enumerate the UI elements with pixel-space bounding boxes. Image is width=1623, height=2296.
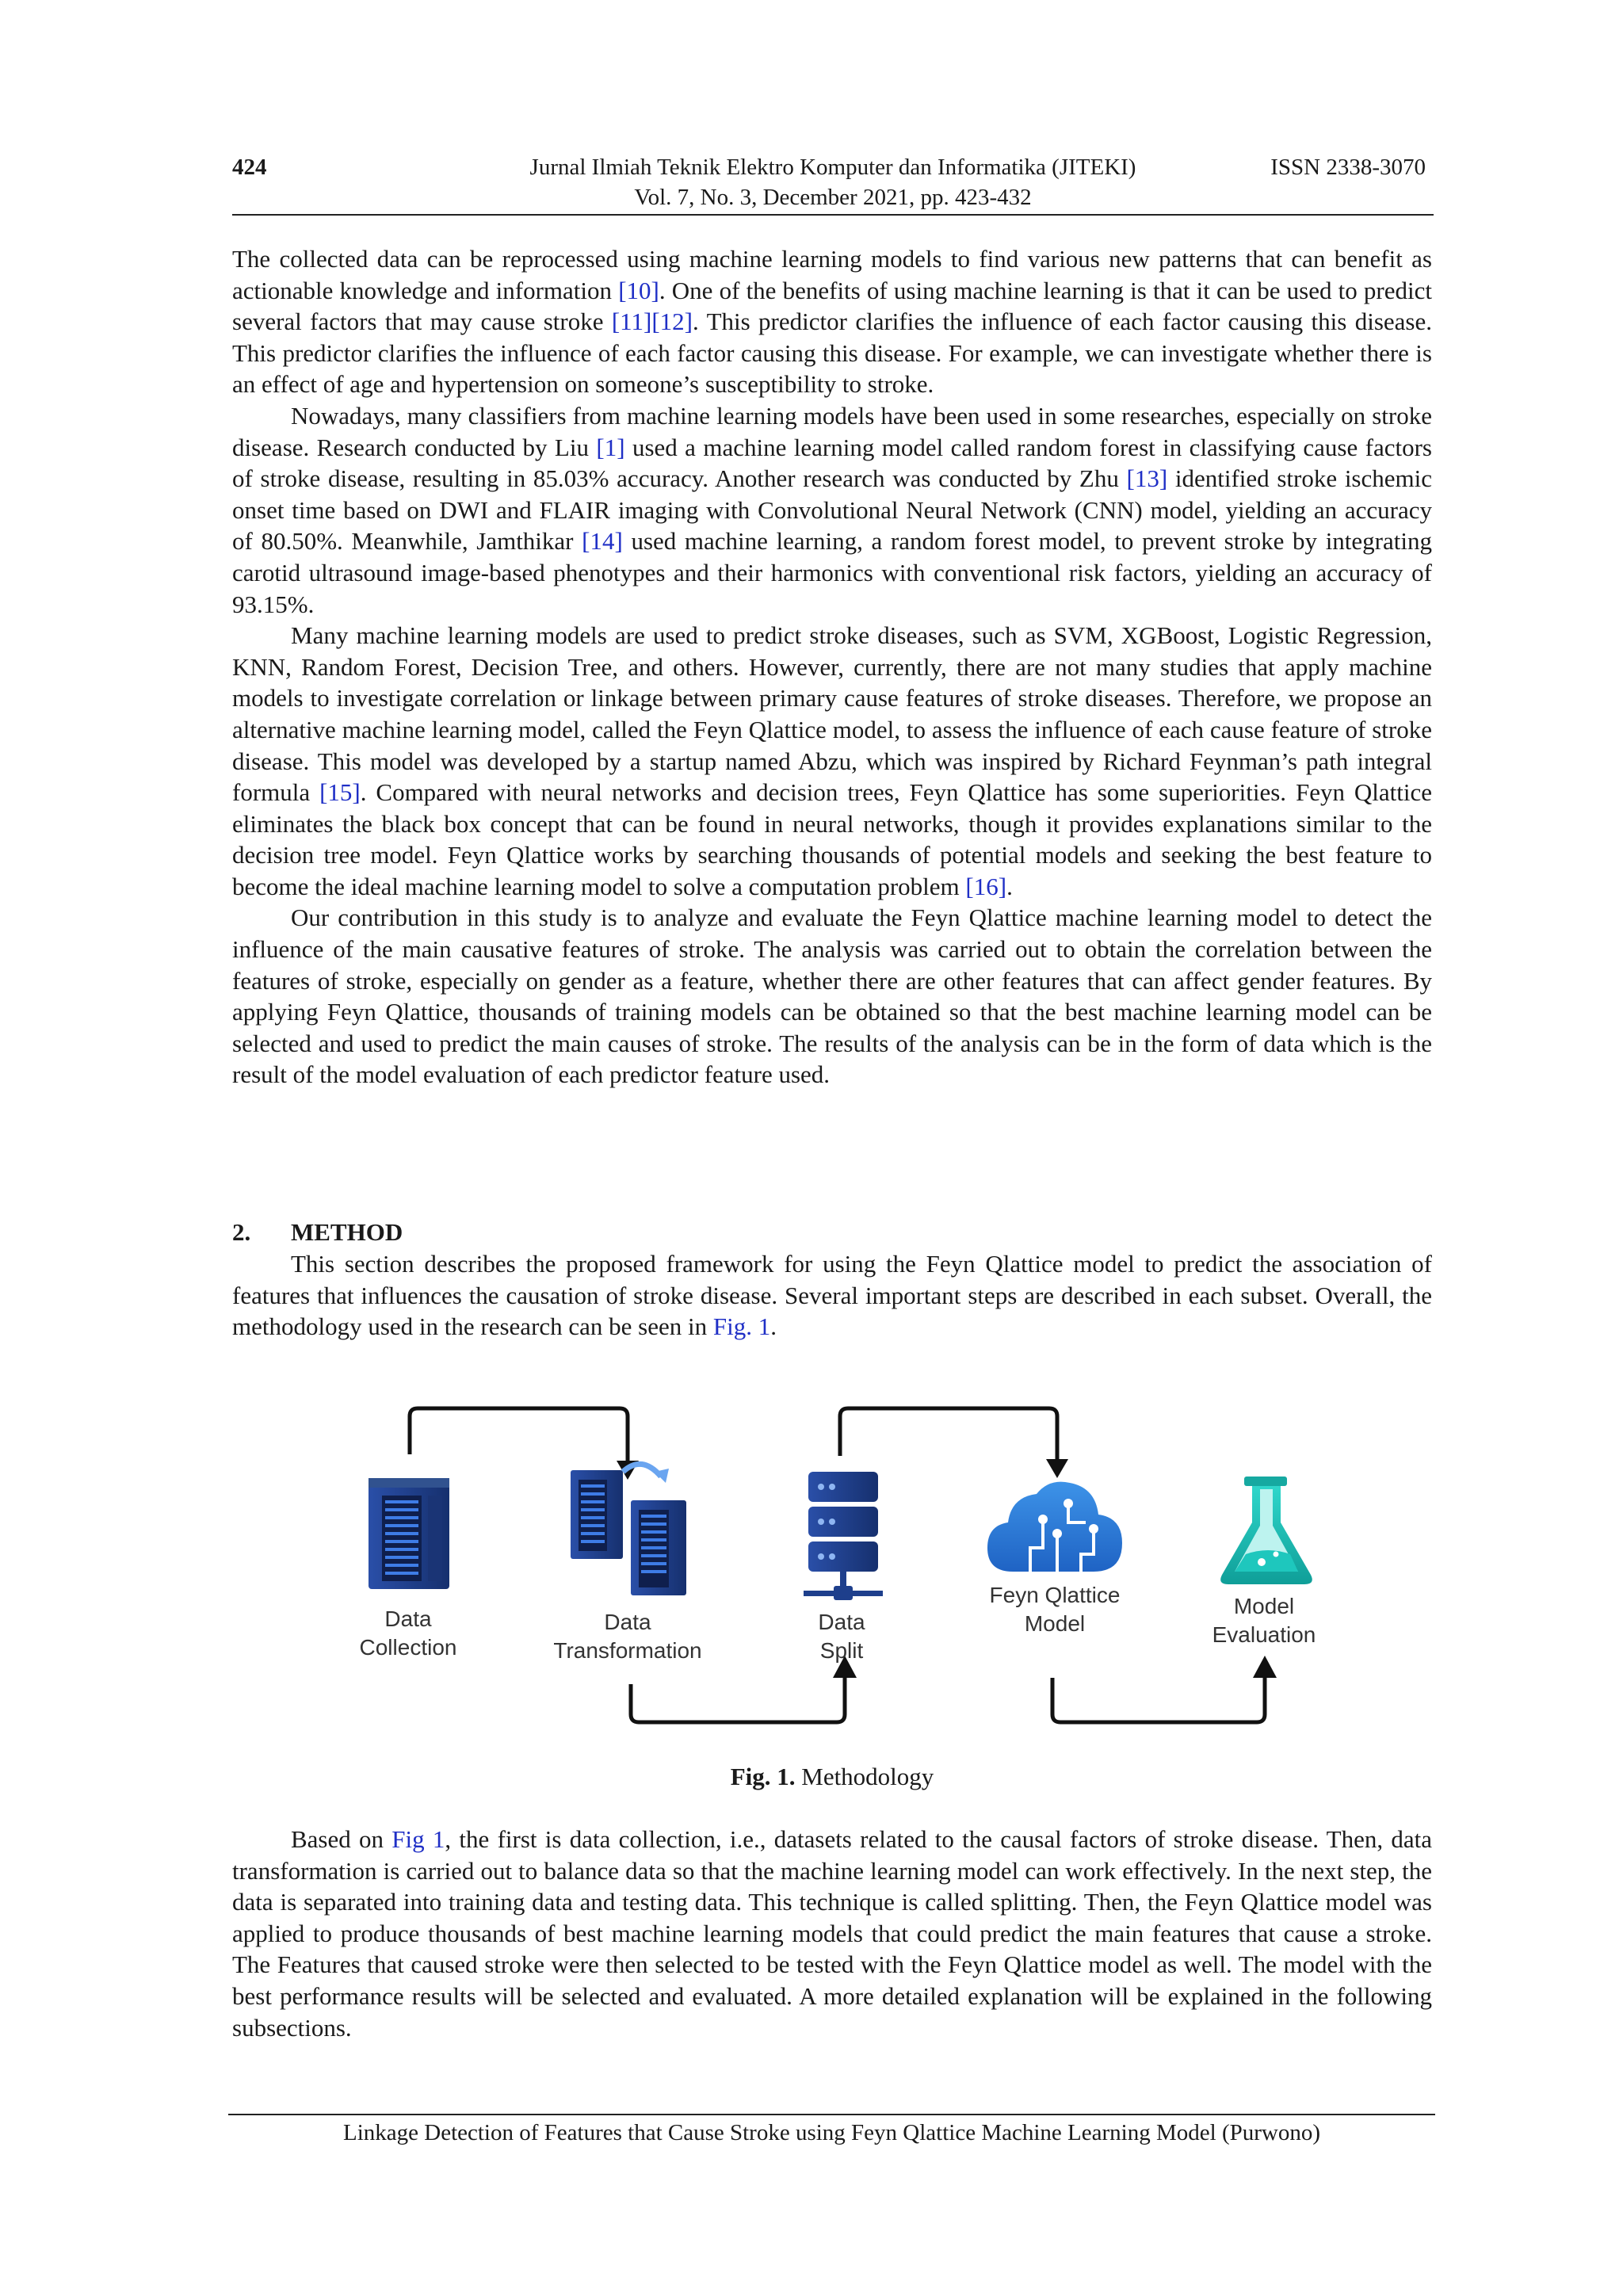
paragraph-1 — [232, 243, 1432, 400]
text-run: identified stroke ischemic onset time based on DWI and FLAIR imaging with Convolutional Neural Network (CNN) model, yielding an accuracy of 80.50%. Meanwhile, Jamthikar — [232, 464, 1432, 556]
text-run: Many machine learning models are used to predict stroke diseases, such as SVM, XGBoost, Logistic Regression, KNN, Random Forest, Decision Tree, and others. However, currently, there are not many studies that apply machine models to investigate correlation or linkage between primary cause features of stroke diseases. Therefore, we propose an alternative machine learning model, called the Feyn Qlattice model, to assess the influence of each cause feature of stroke disease. This model was developed by a startup named Abzu, which was inspired by Richard Feynman’s path integral formula — [232, 621, 1432, 807]
text-run: . — [770, 1312, 777, 1341]
label-feyn-qlattice-model — [960, 1581, 1150, 1638]
citation-link[interactable]: [11][12] — [611, 308, 693, 336]
text-run: . — [1006, 872, 1013, 900]
page-number: 424 — [232, 155, 267, 180]
figure-caption — [232, 1761, 1432, 1793]
data-split-server-icon — [804, 1472, 883, 1600]
text-run: . Compared with neural networks and decision trees, Feyn Qlattice has some superiorities. Feyn Qlattice eliminates the black box concept that can be found in neural networks, though it provides explanations similar to the decision tree model. Feyn Qlattice works by searching thousands of potential models and seeking the best feature to become the ideal machine learning model to solve a computation problem — [232, 778, 1432, 900]
body-text — [232, 243, 1432, 1091]
server-rack-icon — [369, 1478, 449, 1589]
text-run: used a machine learning model called random forest in classifying cause factors of stroke disease, resulting in 85.03% accuracy. Another research was conducted by Zhu — [232, 433, 1432, 493]
label-line: Model — [1024, 1611, 1086, 1636]
section-number: 2. — [232, 1218, 251, 1246]
label-line: Split — [819, 1638, 864, 1663]
journal-volume: Vol. 7, No. 3, December 2021, pp. 423-432 — [634, 185, 1032, 210]
model-evaluation-flask-icon — [1220, 1477, 1312, 1584]
text-run: The collected data can be reprocessed using machine learning models to find various new patterns that can benefit as actionable knowledge and information — [232, 245, 1432, 304]
citation-link[interactable]: [10] — [618, 276, 659, 304]
label-line: Feyn Qlattice — [989, 1583, 1121, 1607]
label-data-split — [747, 1608, 937, 1665]
citation-link[interactable]: [1] — [596, 433, 625, 461]
flow-arrow-split-to-feyn — [840, 1408, 1068, 1478]
text-run: Nowadays, many classifiers from machine learning models have been used in some researches, especially on stroke disease. Research conducted by Liu — [232, 401, 1432, 461]
text-run: , the first is data collection, i.e., datasets related to the causal factors of stroke disease. Then, data transformation is carried out to balance data so that the machine learning model can work effectively. In the next step, the data is separated into training data and testing data. This technique is called splitting. Then, the Feyn Qlattice model was applied to produce thousands of best machine learning models that could predict the main features that cause a stroke. The Features that caused stroke were then selected to be tested with the Feyn Qlattice model as well. The model with the best performance results will be selected and evaluated. A more detailed explanation will be explained in the following subsections. — [232, 1825, 1432, 2042]
caption-text: Methodology — [795, 1763, 934, 1790]
label-line: Data — [384, 1606, 432, 1631]
citation-link[interactable]: [13] — [1126, 464, 1168, 493]
caption-label: Fig. 1. — [730, 1763, 796, 1790]
text-run: . This predictor clarifies the influence of each factor causing this disease. This predictor clarifies the influence of each factor causing this disease. For example, we can investigate whether there is an effect of age and hypertension on someone’s susceptibility to stroke. — [232, 308, 1432, 399]
section-title: METHOD — [291, 1218, 403, 1246]
paragraph-2 — [232, 400, 1432, 620]
text-run: used machine learning, a random forest model, to prevent stroke by integrating carotid ultrasound image-based phenotypes and their harmonics with conventional risk factors, yielding an accuracy of 93.15%. — [232, 527, 1432, 618]
methodology-figure — [333, 1367, 1316, 1740]
label-line: Data — [604, 1610, 651, 1634]
label-model-evaluation — [1169, 1592, 1359, 1649]
section-intro — [232, 1248, 1432, 1343]
label-line: Evaluation — [1212, 1622, 1316, 1647]
journal-title: Jurnal Ilmiah Teknik Elektro Komputer dan Informatika (JITEKI) — [529, 155, 1136, 180]
figure-reference-link[interactable]: Fig. 1 — [712, 1312, 771, 1341]
figure-reference-link[interactable]: Fig 1 — [391, 1825, 445, 1853]
running-header — [232, 152, 1434, 216]
citation-link[interactable]: [16] — [965, 872, 1007, 900]
flow-arrow-transformation-to-split — [631, 1656, 857, 1722]
label-data-transformation — [533, 1608, 723, 1665]
section-heading — [232, 1217, 403, 1248]
footer-divider — [228, 2114, 1435, 2115]
label-line: Transformation — [553, 1638, 702, 1663]
label-line: Data — [818, 1610, 865, 1634]
paragraph-3 — [232, 620, 1432, 902]
label-line: Collection — [359, 1635, 457, 1660]
flow-arrow-feyn-to-evaluation — [1052, 1656, 1277, 1722]
text-run: Based on — [291, 1825, 392, 1853]
methodology-diagram — [333, 1367, 1316, 1740]
data-transformation-icon — [571, 1464, 686, 1595]
citation-link[interactable]: [15] — [319, 778, 361, 807]
paragraph-4 — [232, 902, 1432, 1091]
text-run: Our contribution in this study is to analyze and evaluate the Feyn Qlattice machine learning model to detect the influence of the main causative features of stroke. The analysis was carried out to obtain the correlation between the features of stroke, especially on gender as a feature, whether there are other features that can affect gender features. By applying Feyn Qlattice, thousands of training models can be obtained so that the best machine learning model can be selected and used to predict the main causes of stroke. The results of the analysis can be in the form of data which is the result of the model evaluation of each predictor feature used. — [232, 904, 1432, 1089]
running-footer: Linkage Detection of Features that Cause Stroke using Feyn Qlattice Machine Learning Model (Purwono) — [343, 2120, 1320, 2145]
flow-arrow-collection-to-transformation — [410, 1408, 639, 1480]
label-data-collection — [313, 1605, 503, 1662]
journal-issn: ISSN 2338-3070 — [1270, 155, 1426, 180]
feyn-qlattice-cloud-icon — [987, 1482, 1122, 1572]
citation-link[interactable]: [14] — [582, 527, 623, 556]
text-run: . One of the benefits of using machine learning is that it can be used to predict several factors that may cause stroke — [232, 276, 1432, 336]
text-run: This section describes the proposed framework for using the Feyn Qlattice model to predict the association of features that influences the causation of stroke disease. Several important steps are described in each subset. Overall, the methodology used in the research can be seen in — [232, 1250, 1432, 1341]
post-figure-paragraph — [232, 1824, 1432, 2043]
label-line: Model — [1233, 1594, 1295, 1618]
